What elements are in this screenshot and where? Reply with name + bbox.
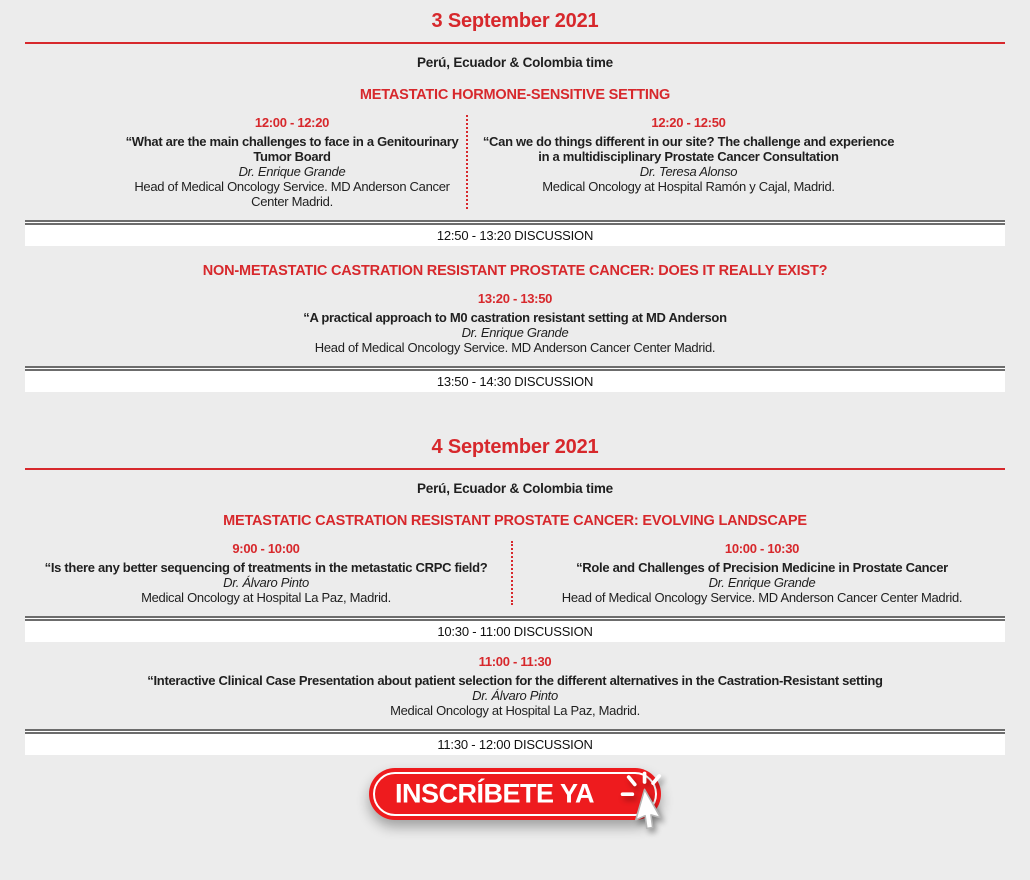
- session-time: 9:00 - 10:00: [232, 541, 300, 556]
- session-title: “What are the main challenges to face in a Genitourinary Tumor Board: [125, 134, 459, 164]
- session-block-heading: METASTATIC CASTRATION RESISTANT PROSTATE CANCER: EVOLVING LANDSCAPE: [223, 513, 807, 529]
- session-title: “Is there any better sequencing of treatments in the metastatic CRPC field?: [44, 560, 488, 575]
- session-card: [468, 115, 1005, 209]
- session-time: 13:20 - 13:50: [477, 291, 553, 306]
- timezone-label: Perú, Ecuador & Colombia time: [417, 481, 613, 496]
- click-cursor-icon: [617, 771, 677, 837]
- session-title: “Role and Challenges of Precision Medicine in Prostate Cancer: [576, 560, 948, 575]
- session-card: [25, 115, 468, 209]
- day-1-section: [0, 10, 1030, 392]
- session-time: 12:00 - 12:20: [254, 115, 330, 130]
- session-block-heading: NON-METASTATIC CASTRATION RESISTANT PROSTATE CANCER: DOES IT REALLY EXIST?: [202, 263, 828, 279]
- session-speaker: Dr. Teresa Alonso: [639, 164, 738, 179]
- two-column-sessions: [25, 541, 1005, 605]
- session-title: “A practical approach to M0 castration resistant setting at MD Anderson: [303, 310, 727, 325]
- red-divider-line: [25, 42, 1005, 44]
- session-affiliation: Medical Oncology at Hospital La Paz, Madrid.: [141, 590, 391, 605]
- day-2-date-heading: 4 September 2021: [431, 436, 599, 458]
- session-affiliation: Head of Medical Oncology Service. MD Anderson Cancer Center Madrid.: [314, 340, 716, 355]
- inscribete-label: INSCRÍBETE YA: [395, 778, 595, 809]
- discussion-band: [25, 616, 1005, 642]
- timezone-label: Perú, Ecuador & Colombia time: [417, 55, 613, 70]
- discussion-band: [25, 220, 1005, 246]
- session-time: 12:20 - 12:50: [651, 115, 726, 130]
- discussion-band: [25, 366, 1005, 392]
- session-title: “Interactive Clinical Case Presentation about patient selection for the different alternatives in the Castration-Resistant setting: [147, 673, 883, 688]
- session-speaker: Dr. Enrique Grande: [238, 164, 346, 179]
- session-affiliation: Head of Medical Oncology Service. MD Anderson Cancer Center Madrid.: [134, 179, 450, 209]
- session-block-heading: METASTATIC HORMONE-SENSITIVE SETTING: [359, 87, 671, 103]
- red-divider-line: [25, 468, 1005, 470]
- discussion-label: 10:30 - 11:00 DISCUSSION: [437, 624, 593, 639]
- two-column-sessions: [25, 115, 1005, 209]
- session-speaker: Dr. Álvaro Pinto: [223, 575, 309, 590]
- session-affiliation: Medical Oncology at Hospital Ramón y Cajal, Madrid.: [542, 179, 835, 194]
- session-time: 10:00 - 10:30: [724, 541, 800, 556]
- session-card: [75, 654, 955, 718]
- session-time: 11:00 - 11:30: [478, 654, 552, 669]
- session-card: [75, 291, 955, 355]
- session-affiliation: Head of Medical Oncology Service. MD Anderson Cancer Center Madrid.: [561, 590, 963, 605]
- day-1-date-heading: 3 September 2021: [431, 10, 599, 32]
- discussion-label: 13:50 - 14:30 DISCUSSION: [436, 374, 594, 389]
- session-card: [513, 541, 1005, 605]
- discussion-label: 11:30 - 12:00 DISCUSSION: [437, 737, 593, 752]
- session-affiliation: Medical Oncology at Hospital La Paz, Madrid.: [390, 703, 640, 718]
- day-2-section: [0, 436, 1030, 755]
- session-speaker: Dr. Álvaro Pinto: [472, 688, 558, 703]
- discussion-label: 12:50 - 13:20 DISCUSSION: [436, 228, 594, 243]
- discussion-band: [25, 729, 1005, 755]
- session-speaker: Dr. Enrique Grande: [708, 575, 816, 590]
- session-speaker: Dr. Enrique Grande: [461, 325, 569, 340]
- cta-row: [0, 768, 1030, 820]
- session-title: “Can we do things different in our site? The challenge and experience in a multidisciplinary Prostate Cancer Consultation: [482, 134, 895, 164]
- session-card: [25, 541, 513, 605]
- inscribete-button[interactable]: [369, 768, 661, 820]
